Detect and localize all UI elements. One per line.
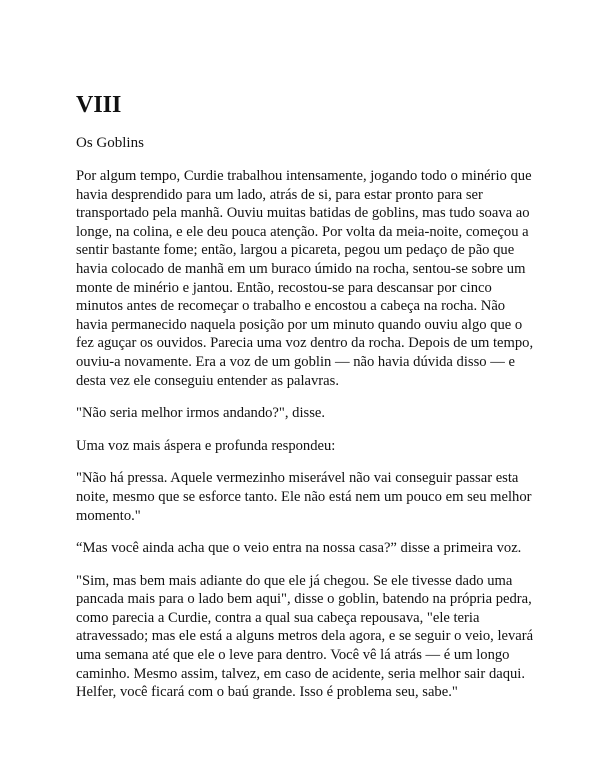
paragraph-3: Uma voz mais áspera e profunda respondeu: bbox=[76, 437, 336, 454]
paragraph-6: "Sim, mas bem mais adiante do que ele já chegou. Se ele tivesse dado uma pancada mais para o lado bem aqui", disse o goblin, batendo na própria pedra, como parecia a Curdie, contra a qual sua cabeça repousava, "ele teria atravessado; mas ele está a alguns metros dela agora, e se seguir o veio, levará uma semana até que ele o leve para dentro. Você vê lá atrás — é um longo caminho. Mesmo assim, talvez, em caso de acidente, seria melhor sair daqui. Helfer, você ficará com o baú grande. Isso é problema seu, sabe." bbox=[76, 572, 534, 701]
chapter-title: Os Goblins bbox=[76, 135, 144, 151]
paragraph-4: "Não há pressa. Aquele vermezinho miserável não vai conseguir passar esta noite, mesmo que se esforce tanto. Ele não está nem um pouco em seu melhor momento." bbox=[76, 470, 532, 524]
paragraph-1: Por algum tempo, Curdie trabalhou intensamente, jogando todo o minério que havia desprendido para um lado, atrás de si, para estar pronto para ser transportado pela manhã. Ouviu muitas batidas de goblins, mas tudo soava ao longe, na colina, e ele deu pouca atenção. Por volta da meia-noite, começou a sentir bastante fome; então, largou a picareta, pegou um pedaço de pão que havia colocado de manhã em um buraco úmido na rocha, sentou-se sobre um monte de minério e jantou. Então, recostou-se para descansar por cinco minutos antes de recomeçar o trabalho e encostou a cabeça na rocha. Não havia permanecido naquela posição por um minuto quando ouviu algo que o fez aguçar os ouvidos. Parecia uma voz dentro da rocha. Depois de um tempo, ouviu-a novamente. Era a voz de um goblin — não havia dúvida disso — e desta vez ele conseguiu entender as palavras. bbox=[76, 168, 534, 389]
paragraph-2: "Não seria melhor irmos andando?", disse. bbox=[76, 405, 325, 422]
chapter-number: VIII bbox=[76, 92, 122, 118]
chapter-content bbox=[76, 91, 536, 716]
paragraph-5: “Mas você ainda acha que o veio entra na nossa casa?” disse a primeira voz. bbox=[76, 540, 522, 557]
